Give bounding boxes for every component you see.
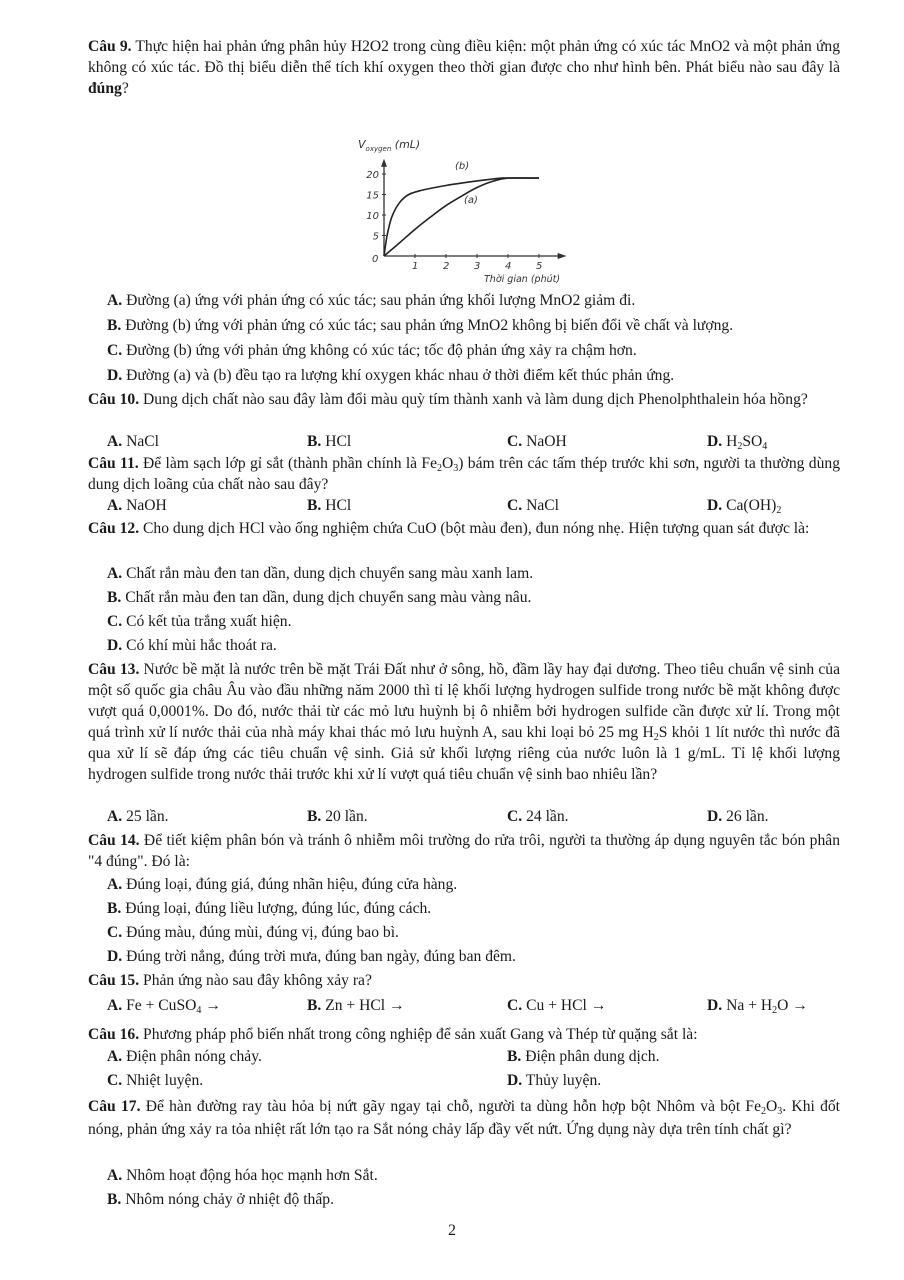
option-label: C.	[107, 613, 123, 630]
option-text: Đúng loại, đúng giá, đúng nhãn hiệu, đúng cửa hàng.	[122, 876, 458, 893]
q14-option-a[interactable]	[107, 874, 847, 895]
x-tick-label: 1	[412, 261, 419, 272]
question-number: Câu 16.	[88, 1026, 140, 1043]
option-text: Đường (b) ứng với phản ứng có xúc tác; sau phản ứng MnO2 không bị biến đổi về chất và lượng.	[121, 317, 734, 334]
y-axis-arrow	[381, 159, 387, 167]
option-text: Chất rắn màu đen tan dần, dung dịch chuyển sang màu xanh lam.	[122, 565, 534, 582]
question-text: Dung dịch chất nào sau đây làm đổi màu quỳ tím thành xanh và làm dung dịch Phenolphthalein hóa hồng?	[139, 391, 808, 408]
option-text: Nhôm nóng chảy ở nhiệt độ thấp.	[121, 1191, 334, 1208]
option-label: A.	[107, 565, 123, 582]
question-text: Nước bề mặt là nước trên bề mặt Trái Đất như ở sông, hồ, đầm lầy hay đại dương. Theo tiêu chuẩn vệ sinh của một số quốc gia châu Âu vào đầu những năm 2000 thì tỉ lệ khối lượng hydrogen sulfide trong nước bề mặt không được vượt quá 0,0001%. Do đó, nước thải từ các mỏ lưu huỳnh bị ô nhiễm bởi hydrogen sulfide cần được xử lí. Trong một quá trình xử lí nước thải của nhà máy khai thác mỏ lưu huỳnh A, sau khi loại bỏ 25 mg H	[88, 661, 840, 741]
option-label: B.	[307, 808, 322, 825]
option-label: D.	[107, 367, 123, 384]
option-text: 26 lần.	[722, 808, 769, 825]
option-label: C.	[507, 433, 523, 450]
option-label: C.	[107, 1072, 123, 1089]
question-number: Câu 13.	[88, 661, 140, 678]
y-tick-label: 20	[366, 170, 379, 181]
option-text: NaCl	[122, 433, 159, 450]
option-label: C.	[107, 924, 123, 941]
option-text: H	[722, 433, 738, 450]
option-text: Thủy luyện.	[522, 1072, 602, 1089]
chart-axes	[381, 159, 567, 259]
option-text: Điện phân nóng chảy.	[122, 1048, 262, 1065]
q16-option-c[interactable]	[107, 1070, 203, 1091]
question-number: Câu 15.	[88, 972, 140, 989]
option-label: B.	[107, 900, 122, 917]
q9-option-b[interactable]	[107, 315, 847, 336]
series-label-b: (b)	[455, 161, 470, 172]
option-text: Zn + HCl →	[321, 997, 405, 1014]
q12-option-c[interactable]	[107, 611, 847, 632]
option-text: HCl	[321, 497, 352, 514]
q10-option-c[interactable]	[507, 431, 567, 452]
option-label: A.	[107, 808, 123, 825]
q10-option-a[interactable]	[107, 431, 159, 452]
question-9-stem	[88, 36, 840, 99]
q10-option-d[interactable]	[707, 431, 767, 452]
option-label: B.	[107, 1191, 122, 1208]
q11-option-d[interactable]	[707, 495, 781, 516]
option-text: 25 lần.	[122, 808, 169, 825]
question-text: ) bám trên các tấm thép trước khi sơn, người ta thường dùng dung dịch loãng của chất nào sau đây?	[88, 455, 840, 493]
subscript: 2	[737, 441, 743, 452]
question-text: Thực hiện hai phản ứng phân hủy H2O2 trong cùng điều kiện: một phản ứng có xúc tác MnO2 và một phản ứng không có xúc tác. Đồ thị biểu diễn thể tích khí oxygen theo thời gian được cho như hình bên. Phát biểu nào sau đây là	[88, 38, 840, 76]
q9-option-d[interactable]	[107, 365, 847, 386]
q15-option-b[interactable]	[307, 995, 405, 1016]
option-text: 20 lần.	[321, 808, 368, 825]
option-label: D.	[707, 997, 723, 1014]
q16-option-b[interactable]	[507, 1046, 659, 1067]
series-label-a: (a)	[464, 195, 478, 206]
question-text: . Khi đốt nóng, phản ứng xảy ra tỏa nhiệt rất lớn tạo ra Sắt nóng chảy lấp đầy vết nứt. Ứng dụng này dựa trên tính chất gì?	[88, 1098, 840, 1138]
y-tick-label: 10	[366, 211, 379, 222]
x-tick-label: 4	[505, 261, 512, 272]
question-text: Để hàn đường ray tàu hỏa bị nứt gãy ngay tại chỗ, người ta dùng hỗn hợp bột Nhôm và bột Fe	[140, 1098, 762, 1115]
option-text: Cu + HCl →	[522, 997, 607, 1014]
y-tick-label: 5	[372, 231, 379, 243]
option-label: C.	[507, 497, 523, 514]
q10-option-b[interactable]	[307, 431, 351, 452]
q15-option-d[interactable]	[707, 995, 808, 1016]
option-label: A.	[107, 876, 123, 893]
q17-option-a[interactable]	[107, 1165, 847, 1186]
option-text: Chất rắn màu đen tan dần, dung dịch chuyển sang màu vàng nâu.	[121, 589, 532, 606]
option-text: SO	[742, 433, 763, 450]
option-label: C.	[507, 997, 523, 1014]
option-label: D.	[107, 637, 123, 654]
option-label: B.	[107, 317, 122, 334]
question-text: Để làm sạch lớp gỉ sắt (thành phần chính là Fe	[138, 455, 437, 472]
option-label: B.	[307, 497, 322, 514]
origin-label: 0	[372, 254, 379, 265]
option-text: Fe + CuSO	[122, 997, 197, 1014]
option-label: B.	[307, 997, 322, 1014]
question-12-stem	[88, 518, 840, 539]
question-text: Cho dung dịch HCl vào ống nghiệm chứa CuO (bột màu đen), đun nóng nhẹ. Hiện tượng quan sát được là:	[139, 520, 810, 537]
q14-option-d[interactable]	[107, 946, 847, 967]
option-text: Na + H	[722, 997, 773, 1014]
subscript: 3	[777, 1106, 783, 1117]
option-text: Đúng màu, đúng mùi, đúng vị, đúng bao bì.	[122, 924, 399, 941]
option-label: A.	[107, 1048, 123, 1065]
question-text: O	[766, 1098, 778, 1115]
option-text: Đúng loại, đúng liều lượng, đúng lúc, đúng cách.	[121, 900, 432, 917]
option-label: A.	[107, 433, 123, 450]
question-11-stem	[88, 453, 840, 495]
option-label: B.	[307, 433, 322, 450]
subscript: 2	[653, 732, 659, 743]
question-number: Câu 17.	[88, 1098, 141, 1115]
q16-option-a[interactable]	[107, 1046, 262, 1067]
x-tick-label: 5	[536, 261, 543, 272]
q16-option-d[interactable]	[507, 1070, 601, 1091]
option-text: 24 lần.	[522, 808, 569, 825]
option-text: NaOH	[522, 433, 567, 450]
question-text-end: ?	[121, 80, 129, 97]
option-label: D.	[507, 1072, 523, 1089]
subscript: 2	[776, 505, 782, 516]
question-number: Câu 12.	[88, 520, 140, 537]
option-text: NaOH	[122, 497, 167, 514]
oxygen-volume-chart	[340, 135, 590, 290]
q11-option-c[interactable]	[507, 495, 559, 516]
q11-option-b[interactable]	[307, 495, 351, 516]
y-axis-label: $V_{oxygen}$ (mL)	[358, 138, 421, 153]
q9-option-c[interactable]	[107, 340, 847, 361]
option-label: C.	[507, 808, 523, 825]
subscript: 2	[772, 1005, 778, 1016]
q9-option-a[interactable]	[107, 290, 847, 311]
q12-option-d[interactable]	[107, 635, 847, 656]
q13-option-a[interactable]	[107, 806, 169, 827]
question-13-stem	[88, 659, 840, 785]
emphasis-text: đúng	[88, 80, 122, 97]
subscript: 4	[762, 441, 768, 452]
series-line-a	[384, 178, 539, 256]
q13-option-b[interactable]	[307, 806, 368, 827]
question-text: O	[442, 455, 454, 472]
question-text: Phương pháp phổ biến nhất trong công nghiệp để sản xuất Gang và Thép từ quặng sắt là:	[139, 1026, 698, 1043]
question-text: Để tiết kiệm phân bón và tránh ô nhiễm môi trường do rửa trôi, người ta thường áp dụng nguyên tắc bón phân "4 đúng". Đó là:	[88, 832, 840, 870]
question-17-stem	[88, 1095, 840, 1141]
x-tick-label: 3	[474, 261, 481, 272]
option-text: Có khí mùi hắc thoát ra.	[122, 637, 277, 654]
q11-option-a[interactable]	[107, 495, 167, 516]
option-text: Có kết tủa trắng xuất hiện.	[122, 613, 292, 630]
option-label: D.	[707, 497, 723, 514]
option-label: A.	[107, 497, 123, 514]
question-number: Câu 9.	[88, 38, 132, 55]
option-label: B.	[507, 1048, 522, 1065]
option-label: D.	[707, 808, 723, 825]
subscript: 2	[761, 1106, 767, 1117]
q13-option-c[interactable]	[507, 806, 569, 827]
question-number: Câu 14.	[88, 832, 140, 849]
question-16-stem	[88, 1024, 840, 1045]
option-label: D.	[107, 948, 123, 965]
option-text: Điện phân dung dịch.	[521, 1048, 660, 1065]
q13-option-d[interactable]	[707, 806, 769, 827]
series-line-b	[384, 178, 539, 256]
x-axis-arrow	[558, 253, 567, 259]
option-text: Đường (a) và (b) đều tạo ra lượng khí oxygen khác nhau ở thời điểm kết thúc phản ứng.	[122, 367, 675, 384]
question-number: Câu 11.	[88, 455, 139, 472]
option-text: Nhiệt luyện.	[122, 1072, 204, 1089]
page-number: 2	[448, 1222, 456, 1239]
option-label: A.	[107, 292, 123, 309]
subscript: 4	[196, 1005, 202, 1016]
option-text: Đúng trời nắng, đúng trời mưa, đúng ban ngày, đúng ban đêm.	[122, 948, 516, 965]
q15-option-c[interactable]	[507, 995, 606, 1016]
q12-option-a[interactable]	[107, 563, 847, 584]
option-text: →	[201, 997, 221, 1014]
option-label: C.	[107, 342, 123, 359]
y-tick-label: 15	[366, 190, 379, 202]
option-label: B.	[107, 589, 122, 606]
option-text: NaCl	[522, 497, 559, 514]
x-tick-label: 2	[443, 261, 450, 272]
subscript: 3	[453, 463, 459, 474]
q17-option-b[interactable]	[107, 1189, 847, 1210]
option-text: Nhôm hoạt động hóa học mạnh hơn Sắt.	[122, 1167, 378, 1184]
option-label: D.	[707, 433, 723, 450]
q12-option-b[interactable]	[107, 587, 847, 608]
option-text: O →	[777, 997, 808, 1014]
q14-option-c[interactable]	[107, 922, 847, 943]
question-text: S khỏi 1 lít nước thì nước đã qua xử lí sẽ đáp ứng các tiêu chuẩn vệ sinh. Giả sử khối lượng riêng của nước luôn là 1 g/mL. Tỉ lệ khối lượng hydrogen sulfide trong nước thải trước khi xử lí vượt quá tiêu chuẩn vệ sinh bao nhiêu lần?	[88, 724, 840, 783]
question-text: Phản ứng nào sau đây không xảy ra?	[139, 972, 372, 989]
chart-ticks	[366, 170, 542, 272]
subscript: 2	[437, 463, 442, 474]
option-text: Đường (b) ứng với phản ứng không có xúc tác; tốc độ phản ứng xảy ra chậm hơn.	[122, 342, 637, 359]
q15-option-a[interactable]	[107, 995, 221, 1016]
question-number: Câu 10.	[88, 391, 140, 408]
option-label: A.	[107, 1167, 123, 1184]
question-14-stem	[88, 830, 840, 872]
option-text: HCl	[321, 433, 352, 450]
option-label: A.	[107, 997, 123, 1014]
question-15-stem	[88, 970, 840, 991]
option-text: Ca(OH)	[722, 497, 777, 514]
question-10-stem	[88, 389, 840, 410]
q14-option-b[interactable]	[107, 898, 847, 919]
option-text: Đường (a) ứng với phản ứng có xúc tác; sau phản ứng khối lượng MnO2 giảm đi.	[122, 292, 636, 309]
chart-series	[384, 178, 539, 256]
x-axis-label: Thời gian (phút)	[484, 274, 561, 285]
